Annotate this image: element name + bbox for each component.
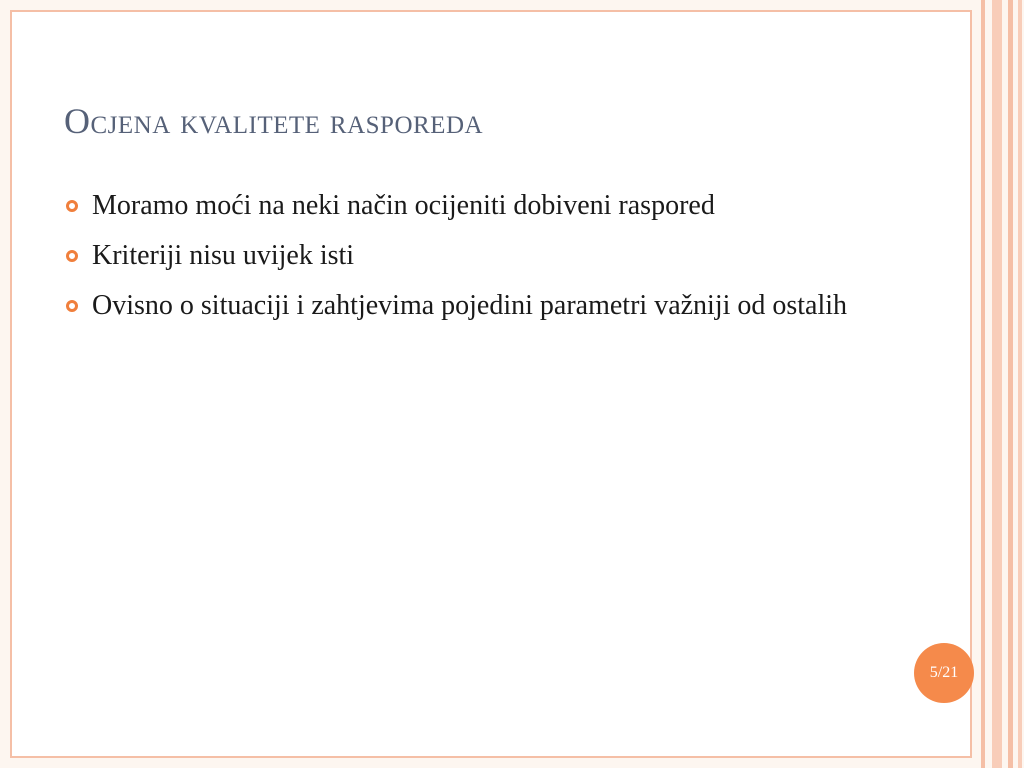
- bullet-item: [64, 186, 894, 226]
- page-number-badge: 5/21: [914, 643, 974, 703]
- bullet-text: Kriteriji nisu uvijek isti: [92, 240, 355, 271]
- slide-title: Ocjena kvalitete rasporeda: [64, 101, 484, 141]
- circle-bullet-icon: [66, 200, 78, 212]
- decorative-stripe: [1018, 0, 1022, 768]
- bullet-list: [64, 186, 894, 336]
- bullet-item: [64, 286, 894, 326]
- decorative-stripe: [981, 0, 985, 768]
- decorative-stripe: [1008, 0, 1013, 768]
- bullet-item: [64, 236, 894, 276]
- bullet-text: Moramo moći na neki način ocijeniti dobiveni raspored: [92, 190, 715, 221]
- circle-bullet-icon: [66, 250, 78, 262]
- circle-bullet-icon: [66, 300, 78, 312]
- decorative-stripe: [992, 0, 1002, 768]
- bullet-text: Ovisno o situaciji i zahtjevima pojedini parametri važniji od ostalih: [92, 290, 848, 321]
